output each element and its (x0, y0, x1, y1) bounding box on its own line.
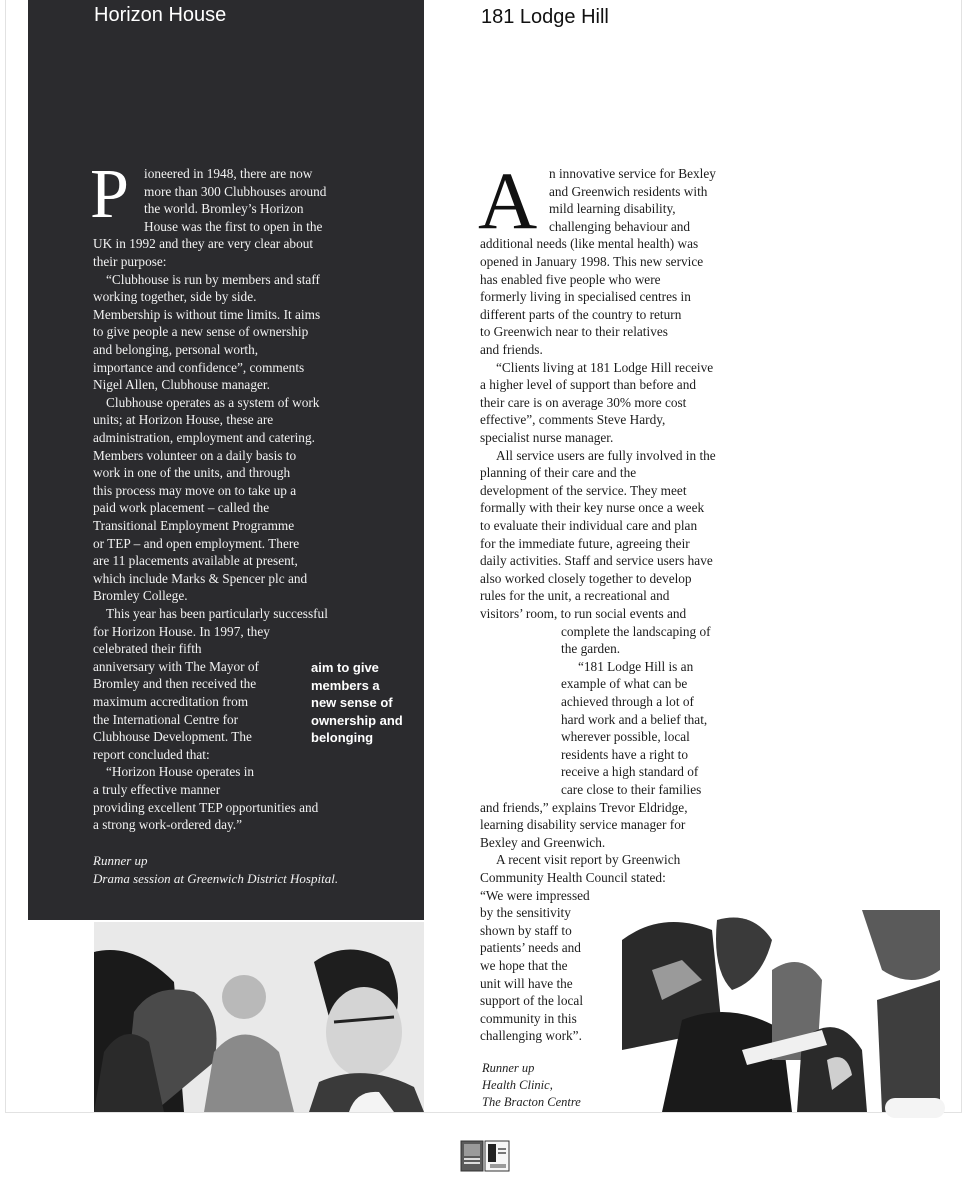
text-line: Membership is without time limits. It aims (93, 306, 321, 322)
text-line: for the immediate future, agreeing their (480, 535, 690, 551)
text-line: “181 Lodge Hill is an (578, 658, 694, 674)
text-line: community in this (480, 1010, 577, 1026)
text-line: care close to their families (561, 782, 702, 797)
text-line: patients’ needs and (480, 940, 581, 956)
text-line: Bromley and then received the (93, 676, 257, 692)
text-line: a higher level of support than before and (480, 377, 696, 393)
text-line: the world. Bromley’s Horizon (144, 201, 304, 217)
text-line: specialist nurse manager. (480, 430, 614, 445)
text-line: receive a high standard of (561, 764, 699, 780)
text-line: and belonging, personal worth, (93, 342, 259, 357)
text-line: Clubhouse operates as a system of work (106, 394, 320, 410)
text-line: support of the local (480, 993, 584, 1009)
text-line: mild learning disability, (549, 201, 676, 217)
text-line: we hope that the (480, 958, 568, 973)
text-line: the garden. (561, 641, 621, 657)
text-line: administration, employment and catering. (93, 430, 315, 445)
text-line: “Clubhouse is run by members and staff (106, 271, 320, 287)
text-line: n innovative service for Bexley (549, 166, 716, 181)
text-line: Nigel Allen, Clubhouse manager. (93, 377, 270, 393)
right-dropcap: A (478, 155, 538, 246)
text-line: anniversary with The Mayor of (93, 658, 259, 674)
text-line: complete the landscaping of (561, 623, 711, 639)
right-caption (482, 1060, 581, 1111)
text-line: and Greenwich residents with (549, 183, 708, 199)
text-line: learning disability service manager for (480, 817, 686, 833)
page-thumbnail-icon[interactable] (460, 1140, 512, 1172)
text-line: their purpose: (93, 254, 167, 269)
photo-icon (94, 922, 424, 1112)
text-line: to give people a new sense of ownership (93, 324, 309, 340)
text-line: a truly effective manner (93, 782, 221, 797)
photo-icon (622, 910, 940, 1112)
text-line: visitors’ room, to run social events and (480, 606, 687, 621)
text-line: challenging work”. (480, 1028, 582, 1044)
text-line: are 11 placements available at present, (93, 553, 298, 569)
left-column (28, 0, 424, 920)
text-line: This year has been particularly successful (106, 606, 328, 621)
text-line: a strong work-ordered day.” (93, 817, 243, 833)
text-line: also worked closely together to develop (480, 570, 692, 586)
pull-quote-line: new sense of (311, 695, 393, 711)
text-line: which include Marks & Spencer plc and (93, 570, 308, 586)
text-line: working together, side by side. (93, 289, 257, 305)
pull-quote-line: members a (311, 677, 380, 693)
left-section-title: Horizon House (94, 4, 227, 26)
document-page (6, 0, 961, 1112)
text-line: for Horizon House. In 1997, they (93, 623, 270, 639)
right-section-title: 181 Lodge Hill (481, 6, 609, 28)
text-line: achieved through a lot of (561, 694, 694, 709)
text-line: units; at Horizon House, these are (93, 412, 274, 428)
text-line: has enabled five people who were (480, 271, 661, 287)
text-line: more than 300 Clubhouses around (144, 183, 327, 199)
text-line: daily activities. Staff and service users have (480, 553, 713, 569)
text-line: example of what can be (561, 676, 688, 692)
text-line: UK in 1992 and they are very clear about (93, 236, 314, 252)
text-line: or TEP – and open employment. There (93, 535, 300, 551)
text-line: planning of their care and the (480, 465, 637, 481)
text-line: effective”, comments Steve Hardy, (480, 412, 666, 428)
pull-quote (311, 659, 426, 747)
text-line: unit will have the (480, 975, 573, 991)
text-line: Bromley College. (93, 588, 188, 604)
text-line: Members volunteer on a daily basis to (93, 447, 297, 463)
text-line: celebrated their fifth (93, 641, 202, 657)
text-line: report concluded that: (93, 746, 210, 762)
text-line: “We were impressed (480, 887, 590, 903)
pull-quote-line: aim to give (311, 660, 379, 675)
text-line: rules for the unit, a recreational and (480, 588, 670, 604)
text-line: residents have a right to (561, 746, 689, 762)
left-caption (93, 852, 338, 888)
text-line: maximum accreditation from (93, 694, 249, 709)
text-line: All service users are fully involved in the (496, 447, 716, 463)
text-line: opened in January 1998. This new service (480, 254, 704, 269)
text-line: A recent visit report by Greenwich (496, 852, 681, 868)
text-line: Community Health Council stated: (480, 870, 666, 885)
caption-line: Health Clinic, (482, 1078, 553, 1092)
text-line: hard work and a belief that, (561, 711, 708, 727)
pull-quote-line: belonging (311, 730, 374, 746)
text-line: and friends,” explains Trevor Eldridge, (480, 799, 688, 815)
text-line: to Greenwich near to their relatives (480, 324, 668, 340)
text-line: House was the first to open in the (144, 218, 323, 234)
text-line: ioneered in 1948, there are now (144, 166, 313, 181)
text-line: this process may move on to take up a (93, 482, 297, 498)
text-line: by the sensitivity (480, 905, 571, 921)
caption-line: The Bracton Centre (482, 1095, 581, 1109)
text-line: “Horizon House operates in (106, 764, 255, 780)
text-line: additional needs (like mental health) was (480, 236, 699, 252)
text-line: different parts of the country to return (480, 306, 682, 322)
text-line: importance and confidence”, comments (93, 359, 305, 375)
text-line: and friends. (480, 342, 543, 357)
text-line: formerly living in specialised centres in (480, 289, 691, 305)
caption-line: Runner up (93, 853, 148, 868)
text-line: wherever possible, local (561, 729, 690, 745)
text-line: challenging behaviour and (549, 218, 691, 234)
text-line: paid work placement – called the (93, 500, 270, 516)
text-line: providing excellent TEP opportunities and (93, 799, 319, 815)
text-line: to evaluate their individual care and plan (480, 518, 698, 533)
left-dropcap: P (90, 156, 129, 233)
text-line: Bexley and Greenwich. (480, 834, 606, 850)
text-line: their care is on average 30% more cost (480, 394, 687, 410)
text-line: shown by staff to (480, 922, 572, 938)
text-line: “Clients living at 181 Lodge Hill receive (496, 359, 714, 375)
pull-quote-line: ownership and (311, 712, 403, 728)
text-line: the International Centre for (93, 711, 239, 727)
scroll-handle[interactable] (885, 1098, 945, 1118)
caption-line: Drama session at Greenwich District Hospital. (93, 871, 339, 886)
text-line: Clubhouse Development. The (93, 729, 252, 745)
caption-line: Runner up (482, 1061, 535, 1075)
text-line: formally with their key nurse once a week (480, 500, 705, 516)
text-line: Transitional Employment Programme (93, 518, 295, 533)
text-line: development of the service. They meet (480, 482, 687, 498)
text-line: work in one of the units, and through (93, 465, 291, 481)
